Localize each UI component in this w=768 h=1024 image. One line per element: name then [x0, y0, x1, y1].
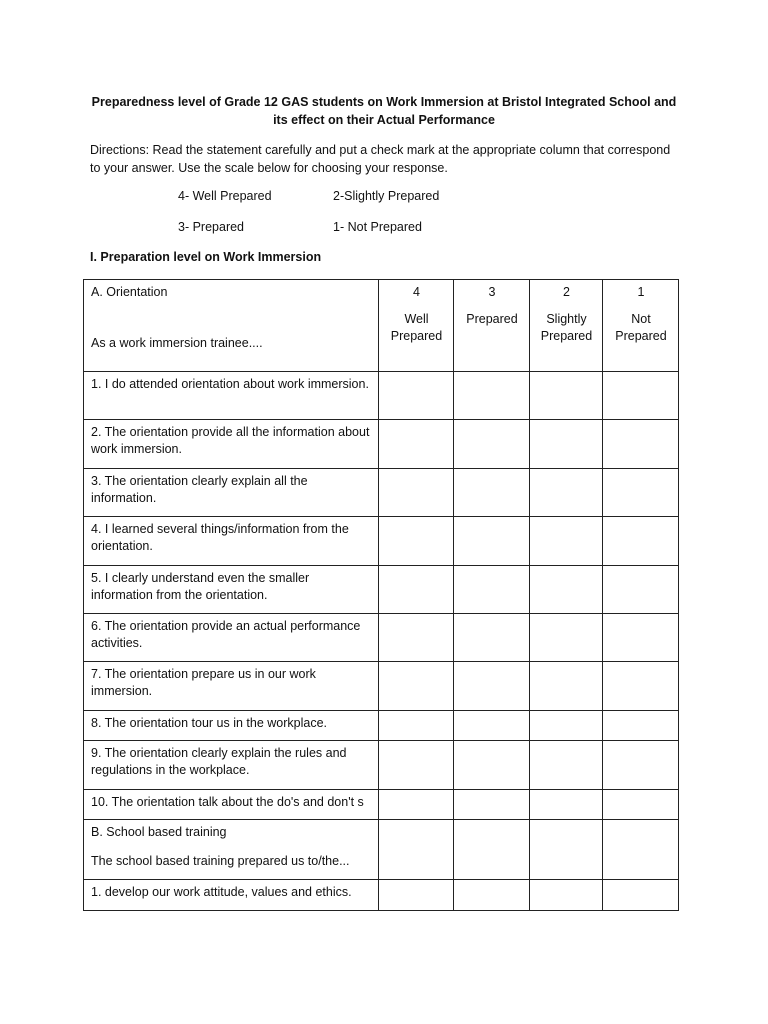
check-cell-1[interactable] [603, 469, 679, 517]
check-cell-2[interactable] [530, 880, 603, 911]
scale-1: 1- Not Prepared [333, 220, 422, 234]
section-b-sub: The school based training prepared us to/the... [91, 854, 350, 868]
scale-4: 4- Well Prepared [178, 189, 272, 203]
statement-cell: 9. The orientation clearly explain the rules and regulations in the workplace. [84, 741, 379, 790]
section-b-row [84, 820, 679, 880]
check-cell-2[interactable] [530, 420, 603, 469]
table-header-row [84, 280, 679, 372]
statement-cell: 8. The orientation tour us in the workplace. [84, 711, 379, 741]
check-cell-4[interactable] [379, 566, 454, 614]
check-cell-2[interactable] [530, 790, 603, 820]
table-row [84, 662, 679, 711]
column-number: 4 [413, 285, 420, 299]
check-cell-1[interactable] [603, 566, 679, 614]
statement-cell: 4. I learned several things/information from the orientation. [84, 517, 379, 566]
check-cell-1[interactable] [603, 372, 679, 420]
section-title: I. Preparation level on Work Immersion [90, 250, 322, 264]
table-row [84, 790, 679, 820]
section-sub: As a work immersion trainee.... [91, 336, 263, 350]
document-title: Preparedness level of Grade 12 GAS students on Work Immersion at Bristol Integrated School and its effect on their Actual Performance [91, 95, 677, 127]
check-cell-4[interactable] [379, 372, 454, 420]
check-cell[interactable] [530, 820, 603, 880]
check-cell-3[interactable] [454, 790, 530, 820]
check-cell-1[interactable] [603, 420, 679, 469]
column-number: 2 [563, 285, 570, 299]
table-row [84, 614, 679, 662]
statement-cell: 1. develop our work attitude, values and ethics. [84, 880, 379, 911]
table-row [84, 741, 679, 790]
section-header-cell [84, 280, 379, 372]
survey-table [83, 279, 679, 911]
scale-2: 2-Slightly Prepared [333, 189, 440, 203]
directions-text: Directions: Read the statement carefully and put a check mark at the appropriate column that correspond to your answer. Use the scale below for choosing your response. [90, 143, 671, 175]
check-cell-2[interactable] [530, 741, 603, 790]
table-row [84, 372, 679, 420]
column-header-2 [530, 280, 603, 372]
table-row [84, 566, 679, 614]
check-cell-2[interactable] [530, 372, 603, 420]
check-cell-1[interactable] [603, 517, 679, 566]
check-cell-1[interactable] [603, 711, 679, 741]
table-row [84, 711, 679, 741]
column-name: Prepared [466, 312, 518, 326]
check-cell-4[interactable] [379, 711, 454, 741]
column-header-3 [454, 280, 530, 372]
check-cell-1[interactable] [603, 741, 679, 790]
check-cell-1[interactable] [603, 790, 679, 820]
table-row [84, 880, 679, 911]
check-cell-1[interactable] [603, 662, 679, 711]
check-cell[interactable] [454, 820, 530, 880]
section-b-label: B. School based training [91, 825, 227, 839]
check-cell-2[interactable] [530, 566, 603, 614]
check-cell-3[interactable] [454, 469, 530, 517]
check-cell-4[interactable] [379, 614, 454, 662]
column-name: Not Prepared [615, 312, 667, 343]
check-cell-4[interactable] [379, 790, 454, 820]
statement-cell: 3. The orientation clearly explain all the information. [84, 469, 379, 517]
scale-3: 3- Prepared [178, 220, 245, 234]
check-cell-2[interactable] [530, 711, 603, 741]
check-cell-2[interactable] [530, 469, 603, 517]
check-cell-4[interactable] [379, 469, 454, 517]
column-header-1 [603, 280, 679, 372]
statement-cell: 2. The orientation provide all the information about work immersion. [84, 420, 379, 469]
check-cell-2[interactable] [530, 662, 603, 711]
check-cell-4[interactable] [379, 662, 454, 711]
check-cell-1[interactable] [603, 880, 679, 911]
statement-cell: 10. The orientation talk about the do's and don't s [84, 790, 379, 820]
check-cell[interactable] [603, 820, 679, 880]
check-cell-2[interactable] [530, 517, 603, 566]
section-b-cell [84, 820, 379, 880]
check-cell-3[interactable] [454, 420, 530, 469]
statement-cell: 5. I clearly understand even the smaller information from the orientation. [84, 566, 379, 614]
check-cell-3[interactable] [454, 372, 530, 420]
check-cell-4[interactable] [379, 517, 454, 566]
table-row [84, 469, 679, 517]
check-cell-4[interactable] [379, 880, 454, 911]
check-cell[interactable] [379, 820, 454, 880]
check-cell-3[interactable] [454, 880, 530, 911]
check-cell-2[interactable] [530, 614, 603, 662]
column-header-4 [379, 280, 454, 372]
check-cell-3[interactable] [454, 662, 530, 711]
statement-cell: 7. The orientation prepare us in our work immersion. [84, 662, 379, 711]
check-cell-3[interactable] [454, 741, 530, 790]
check-cell-1[interactable] [603, 614, 679, 662]
table-row [84, 420, 679, 469]
check-cell-3[interactable] [454, 614, 530, 662]
column-number: 3 [488, 285, 496, 299]
table-row [84, 517, 679, 566]
check-cell-3[interactable] [454, 517, 530, 566]
section-label: A. Orientation [91, 285, 168, 299]
column-number: 1 [637, 285, 645, 299]
column-name: Slightly Prepared [540, 312, 593, 343]
check-cell-3[interactable] [454, 711, 530, 741]
column-name: Well Prepared [390, 312, 443, 343]
statement-cell: 6. The orientation provide an actual performance activities. [84, 614, 379, 662]
check-cell-4[interactable] [379, 420, 454, 469]
check-cell-3[interactable] [454, 566, 530, 614]
check-cell-4[interactable] [379, 741, 454, 790]
statement-cell: 1. I do attended orientation about work immersion. [84, 372, 379, 420]
